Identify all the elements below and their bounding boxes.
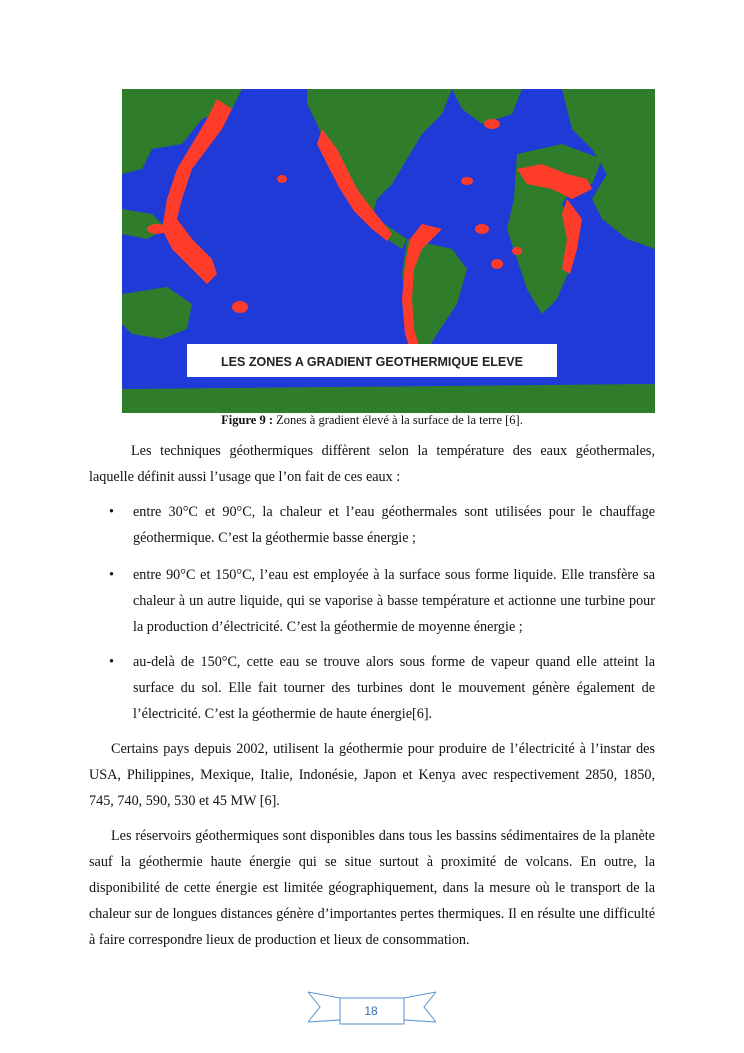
bullet-text: entre 90°C et 150°C, l’eau est employée à la surface sous forme liquide. Elle transfère sa chaleur à un autre liquide, qui se vaporise à basse température et actionne une turbine pour la production d’électricité. C’est la géothermie de moyenne énergie ;	[133, 567, 655, 635]
caption-text: Zones à gradient élevé à la surface de la terre [6].	[272, 413, 523, 427]
bullet-list-3	[89, 649, 655, 727]
bullet-list-2	[89, 562, 655, 640]
ribbon-right-tail	[404, 992, 436, 1022]
list-item	[89, 499, 655, 551]
ribbon-left-tail	[308, 992, 340, 1022]
geothermal-world-map	[122, 89, 655, 413]
paragraph-reservoirs	[89, 823, 655, 953]
map-label-text: LES ZONES A GRADIENT GEOTHERMIQUE ELEVE	[221, 355, 523, 369]
intro-paragraph	[89, 438, 655, 490]
bullet-dot: •	[109, 567, 114, 583]
bullet-dot: •	[109, 504, 114, 520]
bullet-text: au-delà de 150°C, cette eau se trouve alors sous forme de vapeur quand elle atteint la surface du sol. Elle fait tourner des turbines dont le mouvement génère également de l’électricité. C’est la géothermie de haute énergie[6].	[133, 654, 655, 722]
list-item	[89, 649, 655, 727]
page-number: 18	[364, 1004, 378, 1018]
paragraph-reservoirs-text: Les réservoirs géothermiques sont disponibles dans tous les bassins sédimentaires de la planète sauf la géothermie haute énergie qui se situe surtout à proximité de volcans. En outre, la disponibilité de cette énergie est limitée géographiquement, dans la mesure où le transport de la chaleur sur de longues distances génère d’importantes pertes thermiques. Il en résulte une difficulté à faire correspondre lieux de production et lieux de consommation.	[89, 828, 655, 948]
paragraph-countries	[89, 736, 655, 814]
list-item	[89, 562, 655, 640]
bullet-text: entre 30°C et 90°C, la chaleur et l’eau géothermales sont utilisées pour le chauffage géothermique. C’est la géothermie basse énergie ;	[133, 504, 655, 546]
caption-label: Figure 9 :	[221, 413, 273, 427]
bullet-dot: •	[109, 654, 114, 670]
world-map-image	[122, 89, 655, 413]
paragraph-countries-text: Certains pays depuis 2002, utilisent la géothermie pour produire de l’électricité à l’instar des USA, Philippines, Mexique, Italie, Indonésie, Japon et Kenya avec respectivement 2850, 1850, 745, 740, 590, 530 et 45 MW [6].	[89, 741, 655, 809]
figure-caption	[0, 413, 744, 428]
bullet-list-1	[89, 499, 655, 551]
intro-text: Les techniques géothermiques diffèrent selon la température des eaux géothermales, laquelle définit aussi l’usage que l’on fait de ces eaux :	[89, 443, 655, 485]
